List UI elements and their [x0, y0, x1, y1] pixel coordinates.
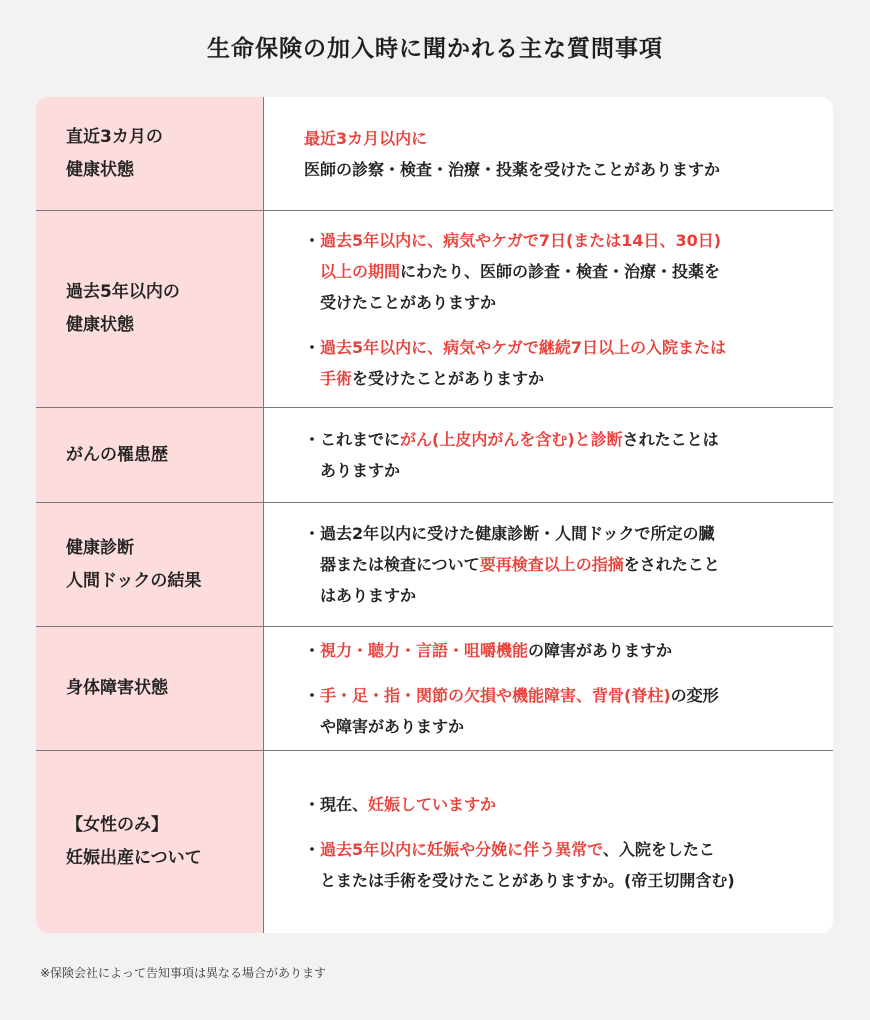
bullet-item: [304, 680, 809, 742]
table-row-past-5-years: [36, 211, 833, 408]
bullet-item: [304, 225, 809, 318]
body-text: をされたこと: [623, 555, 720, 574]
text-line: [320, 256, 809, 287]
row-label-text: 【女性のみ】: [66, 815, 168, 835]
text-line: [320, 363, 809, 394]
bullet-item: [304, 834, 809, 896]
bullet-text: [320, 225, 809, 318]
body-text: の障害がありますか: [528, 641, 673, 660]
bullet-mark: ・: [304, 839, 321, 859]
bullet-text: [320, 789, 809, 820]
body-text: 現在、: [320, 794, 369, 814]
row-label: [36, 97, 264, 210]
table-row-health-checkup: [36, 503, 833, 627]
row-label-text: がんの罹患歴: [66, 444, 168, 465]
row-content: [264, 751, 833, 933]
text-line: [320, 225, 809, 256]
page-title: 生命保険の加入時に聞かれる主な質問事項: [207, 36, 663, 62]
body-text: を受けたことがありますか: [352, 368, 545, 388]
table-row-cancer-history: [36, 408, 833, 503]
text-line: [320, 332, 809, 363]
text-line: [320, 789, 809, 820]
row-content: [264, 627, 833, 750]
body-text: の変形: [670, 686, 719, 705]
body-text: とまたは手術を受けたことがありますか。(帝王切開含む): [320, 870, 735, 890]
highlight-text: 最近3カ月以内に: [304, 128, 428, 148]
bullet-text: [320, 424, 809, 486]
body-text: にわたり、医師の診査・検査・治療・投薬を: [400, 261, 721, 281]
body-text: や障害がありますか: [320, 717, 465, 736]
body-text: 、入院をしたこ: [602, 839, 715, 859]
question-table: [36, 97, 833, 933]
highlight-text: 過去5年以内に、病気やケガで継続7日以上の入院または: [320, 337, 726, 357]
row-label-text: 人間ドックの結果: [66, 570, 202, 591]
bullet-mark: ・: [304, 430, 321, 449]
row-label: [36, 503, 264, 626]
bullet-mark: ・: [304, 230, 321, 250]
bullet-mark: ・: [304, 641, 321, 660]
body-text: これまでに: [320, 430, 401, 449]
highlight-text: 以上の期間: [320, 261, 401, 281]
bullet-text: [320, 680, 809, 742]
footnote: ※保険会社によって告知事項は異なる場合があります: [40, 966, 327, 980]
text-line: [320, 711, 809, 742]
table-row-recent-3-months: [36, 97, 833, 211]
highlight-text: 手術: [320, 368, 353, 388]
text-line: [320, 834, 809, 865]
bullet-text: [320, 635, 809, 666]
highlight-text: 妊娠していますか: [368, 794, 497, 814]
body-text: 医師の診察・検査・治療・投薬を受けたことがありますか: [304, 159, 721, 179]
text-line: [304, 123, 809, 154]
row-label-text: 健康状態: [66, 315, 134, 335]
text-line: [320, 680, 809, 711]
body-text: されたことは: [622, 430, 719, 449]
text-line: [320, 865, 809, 896]
highlight-text: 過去5年以内に、病気やケガで7日(または14日、30日): [320, 230, 722, 250]
row-content: [264, 97, 833, 210]
bullet-mark: ・: [304, 794, 321, 814]
bullet-text: [320, 834, 809, 896]
row-label: [36, 751, 264, 933]
text-line: [320, 455, 809, 486]
highlight-text: がん(上皮内がんを含む)と診断: [400, 430, 623, 449]
bullet-item: [304, 635, 809, 666]
body-text: はありますか: [320, 586, 417, 605]
highlight-text: 視力・聴力・言語・咀嚼機能: [320, 641, 529, 660]
row-label-text: 過去5年以内の: [66, 282, 180, 302]
bullet-item: [304, 332, 809, 394]
body-text: ありますか: [320, 461, 401, 480]
bullet-item: [304, 518, 809, 611]
row-label-text: 直近3カ月の: [66, 126, 163, 147]
bullet-text: [320, 332, 809, 394]
text-line: [304, 154, 809, 185]
text-line: [320, 518, 809, 549]
table-row-disability: [36, 627, 833, 751]
row-label-text: 身体障害状態: [66, 678, 168, 698]
bullet-mark: ・: [304, 524, 321, 543]
row-label: [36, 627, 264, 750]
row-label-text: 健康診断: [66, 537, 134, 558]
row-label: [36, 211, 264, 407]
row-content: [264, 408, 833, 502]
body-text: 器または検査について: [320, 555, 480, 574]
bullet-mark: ・: [304, 686, 321, 705]
bullet-text: [320, 518, 809, 611]
row-label: [36, 408, 264, 502]
text-line: [320, 549, 809, 580]
row-content: [264, 211, 833, 407]
text-line: [320, 287, 809, 318]
text-line: [320, 580, 809, 611]
text-line: [320, 424, 809, 455]
row-label-text: 妊娠出産について: [66, 848, 202, 868]
bullet-mark: ・: [304, 337, 321, 357]
table-row-pregnancy: [36, 751, 833, 933]
bullet-item: [304, 424, 809, 486]
body-text: 過去2年以内に受けた健康診断・人間ドックで所定の臓: [320, 524, 715, 543]
highlight-text: 手・足・指・関節の欠損や機能障害、背骨(脊柱): [320, 686, 671, 705]
row-label-text: 健康状態: [66, 159, 134, 180]
row-content: [264, 503, 833, 626]
body-text: 受けたことがありますか: [320, 292, 497, 312]
highlight-text: 過去5年以内に妊娠や分娩に伴う異常で: [320, 839, 603, 859]
text-line: [320, 635, 809, 666]
bullet-item: [304, 789, 809, 820]
highlight-text: 要再検査以上の指摘: [479, 555, 624, 574]
